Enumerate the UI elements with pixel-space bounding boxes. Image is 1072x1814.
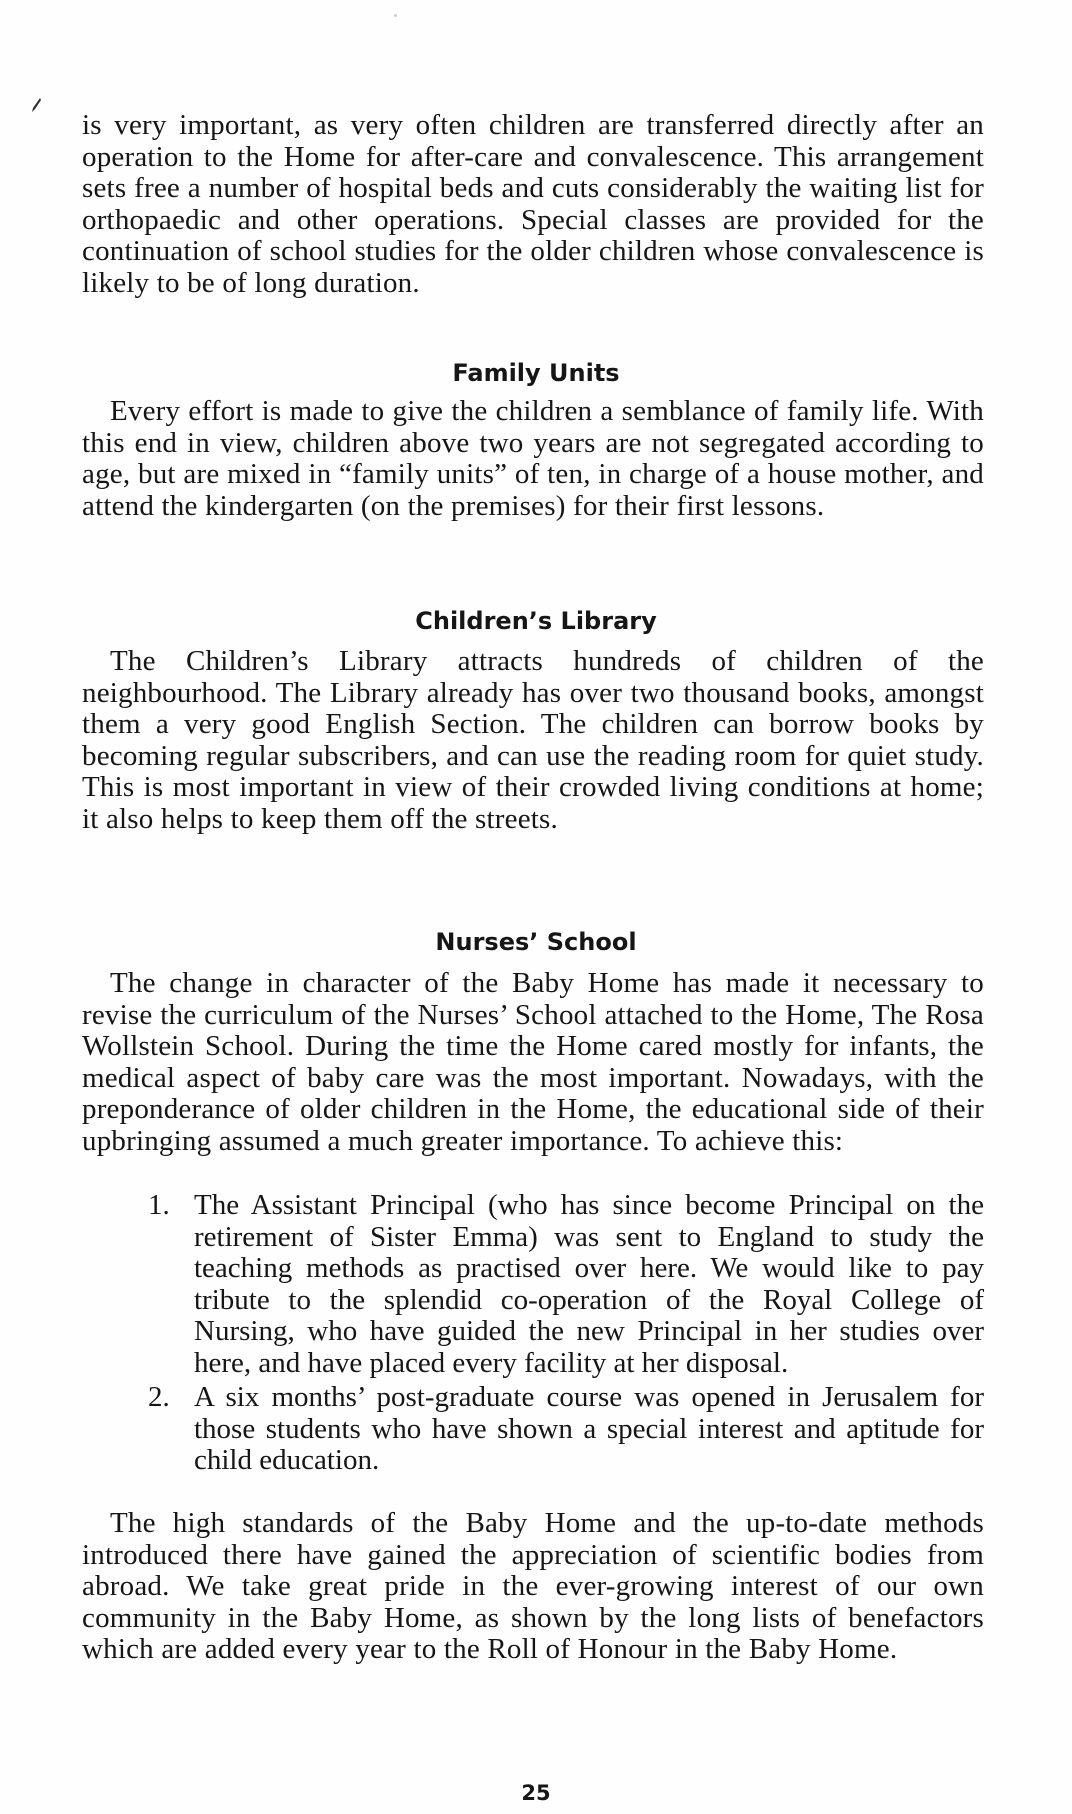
- nurses-school-text: The change in character of the Baby Home has made it necessary to revise the curriculum of the Nurses’ School attached to the Home, The Rosa Wollstein School. During the time the Home cared mostly for infants, the medical aspect of baby care was the most important. Nowadays, with the preponderance of older children in the Home, the educational side of their upbringing assumed a much greater importance. To achieve this:: [82, 967, 984, 1157]
- family-units-paragraph: [82, 396, 984, 522]
- list-item-text: A six months’ post-graduate course was opened in Jerusalem for those students who have shown a special interest and aptitude for child education.: [194, 1381, 984, 1476]
- pencil-mark-icon: [30, 97, 42, 113]
- list-item: [82, 1190, 984, 1379]
- childrens-library-text: The Children’s Library attracts hundreds of children of the neighbourhood. The Library already has over two thousand books, amongst them a very good English Section. The children can borrow books by becoming regular subscribers, and can use the reading room for quiet study. This is most important in view of their crowded living conditions at home; it also helps to keep them off the streets.: [82, 645, 984, 835]
- list-item-number: 2.: [148, 1381, 170, 1413]
- page-number: 25: [521, 1781, 551, 1805]
- childrens-library-paragraph: [82, 646, 984, 835]
- closing-text: The high standards of the Baby Home and the up-to-date methods introduced there have gained the appreciation of scientific bodies from abroad. We take great pride in the ever-growing interest of our own community in the Baby Home, as shown by the long lists of benefactors which are added every year to the Roll of Honour in the Baby Home.: [82, 1507, 984, 1665]
- scan-speck: [394, 14, 397, 17]
- list-item-text: The Assistant Principal (who has since become Principal on the retirement of Sister Emma) was sent to England to study the teaching methods as practised over here. We would like to pay tribute to the splendid co-operation of the Royal College of Nursing, who have guided the new Principal in her studies over here, and have placed every facility at her disposal.: [194, 1189, 984, 1379]
- intro-text: is very important, as very often children are transferred directly after an operation to the Home for after-care and convalescence. This arrangement sets free a number of hospital beds and cuts considerably the waiting list for orthopaedic and other operations. Special classes are provided for the continuation of school studies for the older children whose convalescence is likely to be of long duration.: [82, 109, 984, 299]
- nurses-school-heading: Nurses’ School: [435, 928, 637, 956]
- list-item-number: 1.: [148, 1189, 170, 1221]
- family-units-text: Every effort is made to give the children a semblance of family life. With this end in view, children above two years are not segregated according to age, but are mixed in “family units” of ten, in charge of a house mother, and attend the kindergarten (on the premises) for their first lessons.: [82, 395, 984, 522]
- list-item: [82, 1382, 984, 1477]
- family-units-heading: Family Units: [452, 359, 620, 387]
- nurses-school-paragraph: [82, 968, 984, 1157]
- intro-paragraph: [82, 110, 984, 299]
- childrens-library-heading: Children’s Library: [415, 607, 657, 635]
- nurses-school-list: [82, 1190, 984, 1480]
- closing-paragraph: [82, 1508, 984, 1666]
